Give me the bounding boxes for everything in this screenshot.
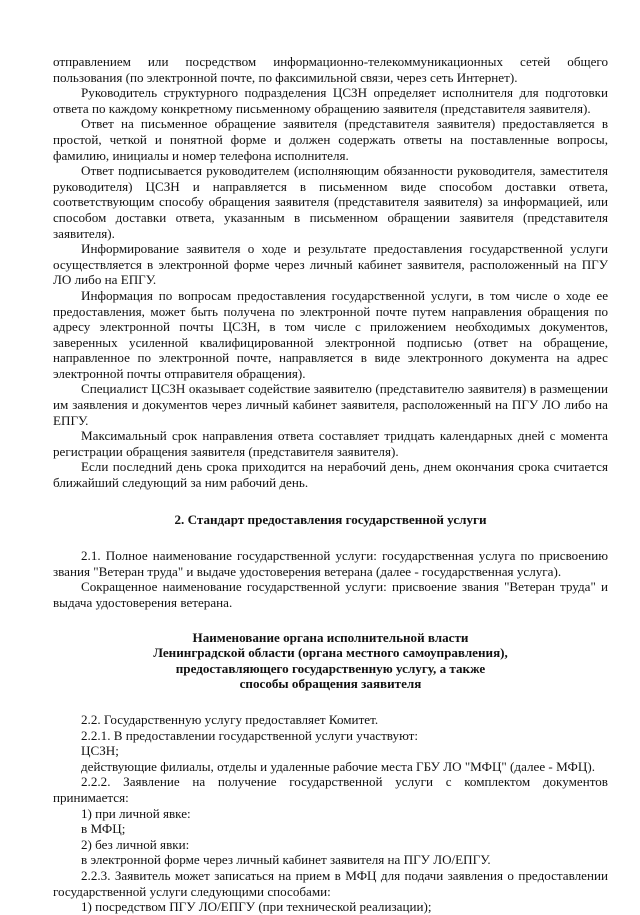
paragraph: 2.2.3. Заявитель может записаться на прием в МФЦ для подачи заявления о предоставлении государственной услуги следующими способами: <box>53 867 608 899</box>
paragraph: Руководитель структурного подразделения ЦСЗН определяет исполнителя для подготовки ответа по каждому конкретному письменному обращению заявителя (представителя заявителя). <box>53 85 608 116</box>
paragraph: 2) без личной явки: <box>81 836 190 852</box>
paragraph: Если последний день срока приходится на нерабочий день, днем окончания срока считается ближайший следующий за ним рабочий день. <box>53 459 608 491</box>
paragraph: Сокращенное наименование государственной услуги: присвоение звания "Ветеран труда" и выдача удостоверения ветерана. <box>53 579 608 610</box>
paragraph: Ответ подписывается руководителем (исполняющим обязанности руководителя, заместителя руководителя) ЦСЗН и направляется в письменном виде способом доставки ответа, соответствующим способу обращения заявителя (представителя заявителя) за информацией, или способом доставки ответа, указанным в письменном обращении заявителя (представителя заявителя). <box>53 163 608 241</box>
paragraph: Максимальный срок направления ответа составляет тридцать календарных дней с момента регистрации обращения заявителя (представителя заявителя). <box>53 428 608 459</box>
paragraph: 1) при личной явке: <box>81 805 191 821</box>
paragraph: 2.2.1. В предоставлении государственной услуги участвуют: <box>81 727 419 743</box>
subsection-heading-line: способы обращения заявителя <box>239 676 422 692</box>
subsection-heading-line: Ленинградской области (органа местного самоуправления), <box>153 645 508 661</box>
subsection-heading-line: предоставляющего государственную услугу, а также <box>175 660 486 676</box>
paragraph: Ответ на письменное обращение заявителя (представителя заявителя) предоставляется в простой, четкой и понятной форме и должен содержать ответы на поставленные вопросы, фамилию, инициалы и номер телефона исполнителя. <box>53 116 608 163</box>
paragraph: 1) посредством ПГУ ЛО/ЕПГУ (при технической реализации); <box>81 899 432 915</box>
paragraph: в МФЦ; <box>81 821 126 837</box>
paragraph: действующие филиалы, отделы и удаленные рабочие места ГБУ ЛО "МФЦ" (далее - МФЦ). <box>81 758 595 774</box>
section-heading: 2. Стандарт предоставления государственной услуги <box>174 511 487 527</box>
document-page <box>53 54 608 915</box>
paragraph: Информация по вопросам предоставления государственной услуги, в том числе о ходе ее предоставления, может быть получена по электронной почте путем направления обращения по адресу электронной почты ЦСЗН, в том числе с приложением необходимых документов, заверенных усиленной квалифицированной электронной подписью (ответ на обращение, направленное по электронной почте, направляется в виде электронного документа на адрес электронной почты отправителя обращения). <box>53 287 608 381</box>
paragraph: 2.2. Государственную услугу предоставляет Комитет. <box>81 711 379 727</box>
subsection-heading-line: Наименование органа исполнительной власти <box>192 629 469 645</box>
paragraph: в электронной форме через личный кабинет заявителя на ПГУ ЛО/ЕПГУ. <box>81 852 491 868</box>
paragraph: ЦСЗН; <box>81 743 119 759</box>
paragraph: Информирование заявителя о ходе и результате предоставления государственной услуги осуществляется в электронной форме через личный кабинет заявителя, расположенный на ПГУ ЛО либо на ЕПГУ. <box>53 241 608 288</box>
paragraph: 2.2.2. Заявление на получение государственной услуги с комплектом документов принимается: <box>53 774 608 805</box>
subsection-heading <box>53 630 608 692</box>
paragraph: 2.1. Полное наименование государственной услуги: государственная услуга по присвоению звания "Ветеран труда" и выдаче удостоверения ветерана (далее - государственная услуга). <box>53 548 608 579</box>
paragraph: отправлением или посредством информационно-телекоммуникационных сетей общего пользования (по электронной почте, по факсимильной связи, через сеть Интернет). <box>53 54 608 85</box>
paragraph: Специалист ЦСЗН оказывает содействие заявителю (представителю заявителя) в размещении им заявления и документов через личный кабинет заявителя, расположенный на ПГУ ЛО либо на ЕПГУ. <box>53 381 608 428</box>
